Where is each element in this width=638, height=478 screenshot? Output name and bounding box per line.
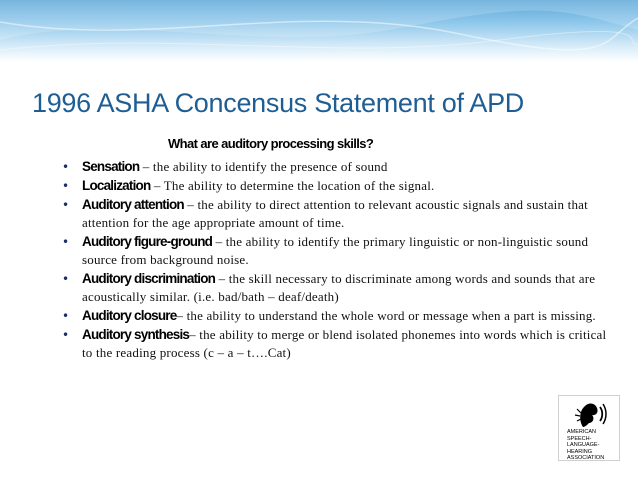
skill-term: Sensation (82, 159, 140, 174)
bullet-icon: • (62, 198, 70, 212)
skills-list (62, 158, 610, 363)
bullet-icon: • (62, 272, 70, 286)
skill-term: Localization (82, 178, 151, 193)
skill-description: – the skill necessary to discriminate among words and sounds that are acoustically similar. (i.e. bad/bath – deaf/death) (82, 271, 596, 304)
skill-term: Auditory discrimination (82, 271, 216, 286)
asha-logo-icon (573, 399, 607, 429)
header-gradient-band (0, 0, 638, 62)
bullet-icon: • (62, 309, 70, 323)
skill-term: Auditory closure (82, 308, 177, 323)
skill-description: – the ability to identify the presence of sound (139, 159, 388, 174)
skill-description: – the ability to understand the whole word or message when a part is missing. (176, 308, 596, 323)
skill-term: Auditory synthesis (82, 327, 190, 342)
bullet-icon: • (62, 160, 70, 174)
skill-term: Auditory figure-ground (82, 234, 213, 249)
bullet-icon: • (62, 235, 70, 249)
wave-decoration (0, 0, 638, 62)
skill-term: Auditory attention (82, 197, 184, 212)
list-item-auditory-closure (62, 307, 610, 325)
list-item-auditory-figure-ground (62, 233, 610, 269)
skill-description: – the ability to identify the primary linguistic or non-linguistic sound source from background noise. (82, 234, 589, 267)
list-item-sensation (62, 158, 610, 176)
bullet-icon: • (62, 328, 70, 342)
list-item-auditory-discrimination (62, 270, 610, 306)
slide-title: 1996 ASHA Concensus Statement of APD (32, 88, 525, 118)
list-item-auditory-synthesis (62, 326, 610, 362)
skill-description: – the ability to merge or blend isolated phonemes into words which is critical to the reading process (c – a – t….Cat) (82, 327, 607, 360)
list-item-localization (62, 177, 610, 195)
bullet-icon: • (62, 179, 70, 193)
list-item-auditory-attention (62, 196, 610, 232)
asha-logo (558, 395, 620, 461)
skill-description: – The ability to determine the location of the signal. (150, 178, 435, 193)
asha-logo-text: AMERICAN SPEECH-LANGUAGE- HEARING ASSOCIATION (567, 429, 605, 461)
slide-subheading: What are auditory processing skills? (168, 136, 374, 151)
skill-description: – the ability to direct attention to relevant acoustic signals and sustain that attention for the age appropriate amount of time. (82, 197, 588, 230)
